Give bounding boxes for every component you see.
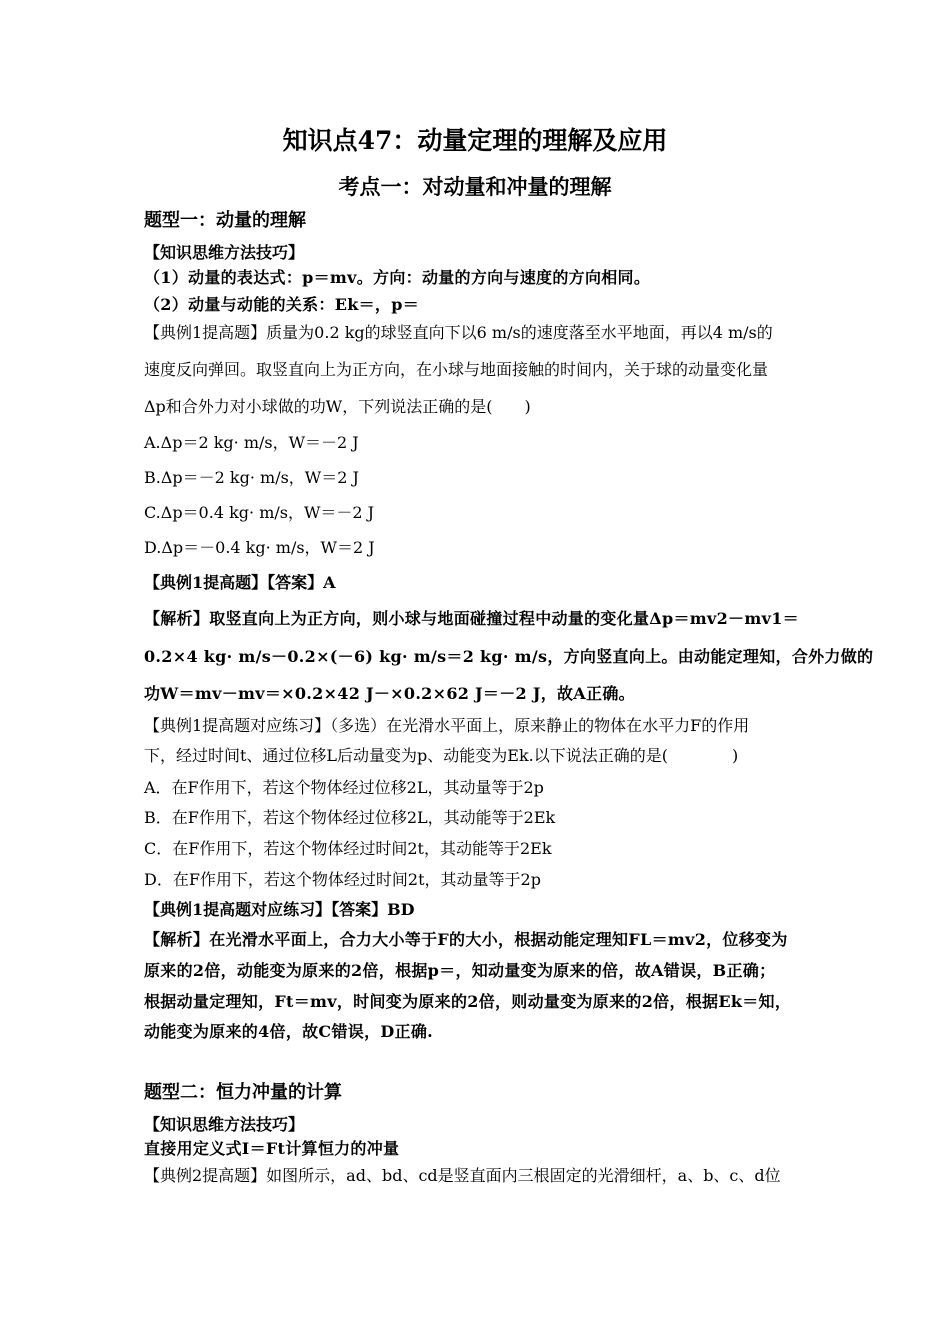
page-title: 知识点47：动量定理的理解及应用 xyxy=(282,126,668,155)
example-1-analysis: 【解析】取竖直向上为正方向，则小球与地面碰撞过程中动量的变化量Δp＝mv2－mv1＝ xyxy=(144,609,799,628)
impulse-definition: 直接用定义式I＝Ft计算恒力的冲量 xyxy=(144,1139,400,1158)
example-1-answer: 【典例1提高题】【答案】A xyxy=(144,573,336,592)
example-1-analysis-line: 0.2×4 kg· m/s－0.2×(－6) kg· m/s＝2 kg· m/s，方向竖直向上。由动能定理知，合外力做的 xyxy=(144,647,874,666)
practice-1-analysis-line: 原来的2倍，动能变为原来的2倍，根据p＝，知动量变为原来的倍，故A错误，B正确； xyxy=(144,961,776,980)
method-tips-label: 【知识思维方法技巧】 xyxy=(144,243,305,262)
option-a: A.Δp＝2 kg· m/s，W＝－2 J xyxy=(144,433,359,452)
practice-option-b: B．在F作用下，若这个物体经过位移2L，其动能等于2Ek xyxy=(144,808,556,827)
example-1-question: 【典例1提高题】质量为0.2 kg的球竖直向下以6 m/s的速度落至水平地面，再以4 m/s的 xyxy=(144,323,773,342)
option-c: C.Δp＝0.4 kg· m/s，W＝－2 J xyxy=(144,503,375,522)
practice-option-a: A．在F作用下，若这个物体经过位移2L，其动量等于2p xyxy=(144,778,544,797)
example-2-question: 【典例2提高题】如图所示，ad、bd、cd是竖直面内三根固定的光滑细杆，a、b、c、d位 xyxy=(144,1166,781,1185)
practice-option-c: C．在F作用下，若这个物体经过时间2t，其动能等于2Ek xyxy=(144,839,552,858)
example-1-question-line: 速度反向弹回。取竖直向上为正方向，在小球与地面接触的时间内，关于球的动量变化量 xyxy=(144,360,769,379)
practice-option-d: D．在F作用下，若这个物体经过时间2t，其动量等于2p xyxy=(144,870,541,889)
practice-1-question: 【典例1提高题对应练习】（多选）在光滑水平面上，原来静止的物体在水平力F的作用 xyxy=(144,716,750,735)
momentum-energy-relation: （2）动量与动能的关系：Ek＝，p＝ xyxy=(144,295,420,314)
option-d: D.Δp＝－0.4 kg· m/s，W＝2 J xyxy=(144,538,375,557)
page-subtitle: 考点一：对动量和冲量的理解 xyxy=(338,174,612,199)
option-b: B.Δp＝－2 kg· m/s，W＝2 J xyxy=(144,468,359,487)
section-heading: 题型一：动量的理解 xyxy=(144,210,306,231)
practice-1-answer: 【典例1提高题对应练习】【答案】BD xyxy=(144,900,415,919)
momentum-expression: （1）动量的表达式：p＝mv。方向：动量的方向与速度的方向相同。 xyxy=(144,268,651,287)
example-1-question-line: Δp和合外力对小球做的功W，下列说法正确的是( ) xyxy=(144,397,531,416)
practice-1-analysis: 【解析】在光滑水平面上，合力大小等于F的大小，根据动能定理知FL＝mv2，位移变为 xyxy=(144,930,788,949)
practice-1-question-line: 下，经过时间t、通过位移L后动量变为p、动能变为Ek.以下说法正确的是( ) xyxy=(144,746,739,765)
practice-1-analysis-line: 动能变为原来的4倍，故C错误，D正确. xyxy=(144,1022,434,1041)
practice-1-analysis-line: 根据动量定理知，Ft＝mv，时间变为原来的2倍，则动量变为原来的2倍，根据Ek＝知， xyxy=(144,992,792,1011)
section-heading: 题型二：恒力冲量的计算 xyxy=(144,1082,342,1103)
example-1-analysis-line: 功W＝mv－mv＝×0.2×42 J－×0.2×62 J＝－2 J，故A正确。 xyxy=(144,684,635,703)
method-tips-label: 【知识思维方法技巧】 xyxy=(144,1115,305,1134)
